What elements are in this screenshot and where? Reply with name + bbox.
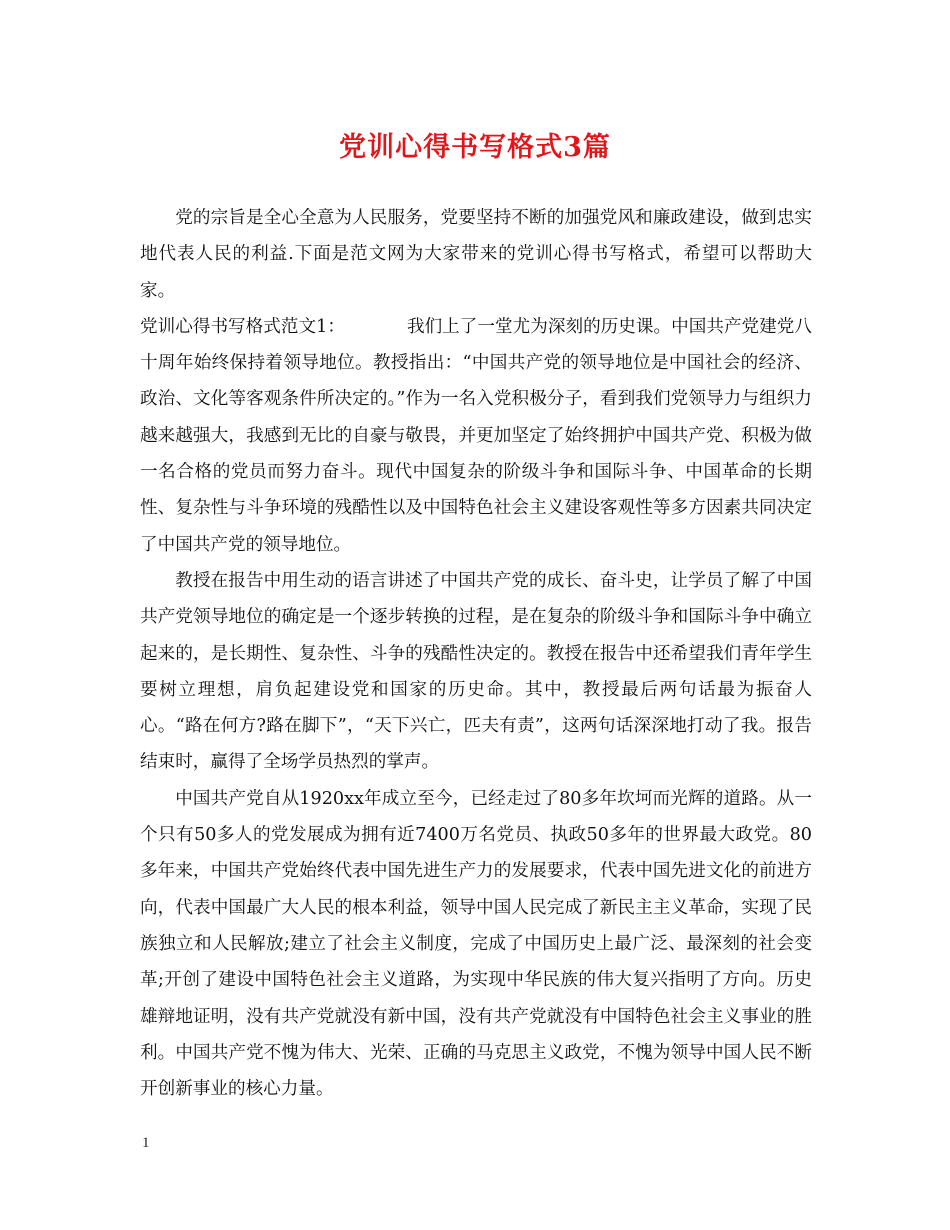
- body-paragraph-2: 教授在报告中用生动的语言讲述了中国共产党的成长、奋斗史，让学员了解了中国共产党领导地位的确定是一个逐步转换的过程，是在复杂的阶级斗争和国际斗争中确立起来的，是长期性、复杂性、斗争的残酷性决定的。教授在报告中还希望我们青年学生要树立理想，肩负起建设党和国家的历史命。其中，教授最后两句话最为振奋人心。“路在何方?路在脚下”，“天下兴亡，匹夫有责”，这两句话深深地打动了我。报告结束时，赢得了全场学员热烈的掌声。: [140, 570, 812, 773]
- document-body: [140, 200, 812, 1107]
- document-title: 党训心得书写格式3篇: [339, 132, 611, 163]
- section-paragraph-1-text: 我们上了一堂尤为深刻的历史课。中国共产党建党八十周年始终保持着领导地位。教授指出：“中国共产党的领导地位是中国社会的经济、政治、文化等客观条件所决定的。”作为一名入党积极分子，看到我们党领导力与组织力越来越强大，我感到无比的自豪与敬畏，并更加坚定了始终拥护中国共产党、积极为做一名合格的党员而努力奋斗。现代中国复杂的阶级斗争和国际斗争、中国革命的长期性、复杂性与斗争环境的残酷性以及中国特色社会主义建设客观性等多方因素共同决定了中国共产党的领导地位。: [140, 316, 812, 555]
- intro-paragraph: 党的宗旨是全心全意为人民服务，党要坚持不断的加强党风和廉政建设，做到忠实地代表人民的利益.下面是范文网为大家带来的党训心得书写格式，希望可以帮助大家。: [140, 208, 812, 301]
- section-label: 党训心得书写格式范文1：: [140, 316, 345, 337]
- body-paragraph-3: 中国共产党自从1920xx年成立至今，已经走过了80多年坎坷而光辉的道路。从一个只有50多人的党发展成为拥有近7400万名党员、执政50多年的世界最大政党。80多年来，中国共产党始终代表中国先进生产力的发展要求，代表中国先进文化的前进方向，代表中国最广大人民的根本利益，领导中国人民完成了新民主主义革命，实现了民族独立和人民解放;建立了社会主义制度，完成了中国历史上最广泛、最深刻的社会变革;开创了建设中国特色社会主义道路，为实现中华民族的伟大复兴指明了方向。历史雄辩地证明，没有共产党就没有新中国，没有共产党就没有中国特色社会主义事业的胜利。中国共产党不愧为伟大、光荣、正确的马克思主义政党，不愧为领导中国人民不断开创新事业的核心力量。: [140, 788, 812, 1100]
- page-number: 1: [142, 1135, 150, 1151]
- section-paragraph-1: [140, 309, 812, 563]
